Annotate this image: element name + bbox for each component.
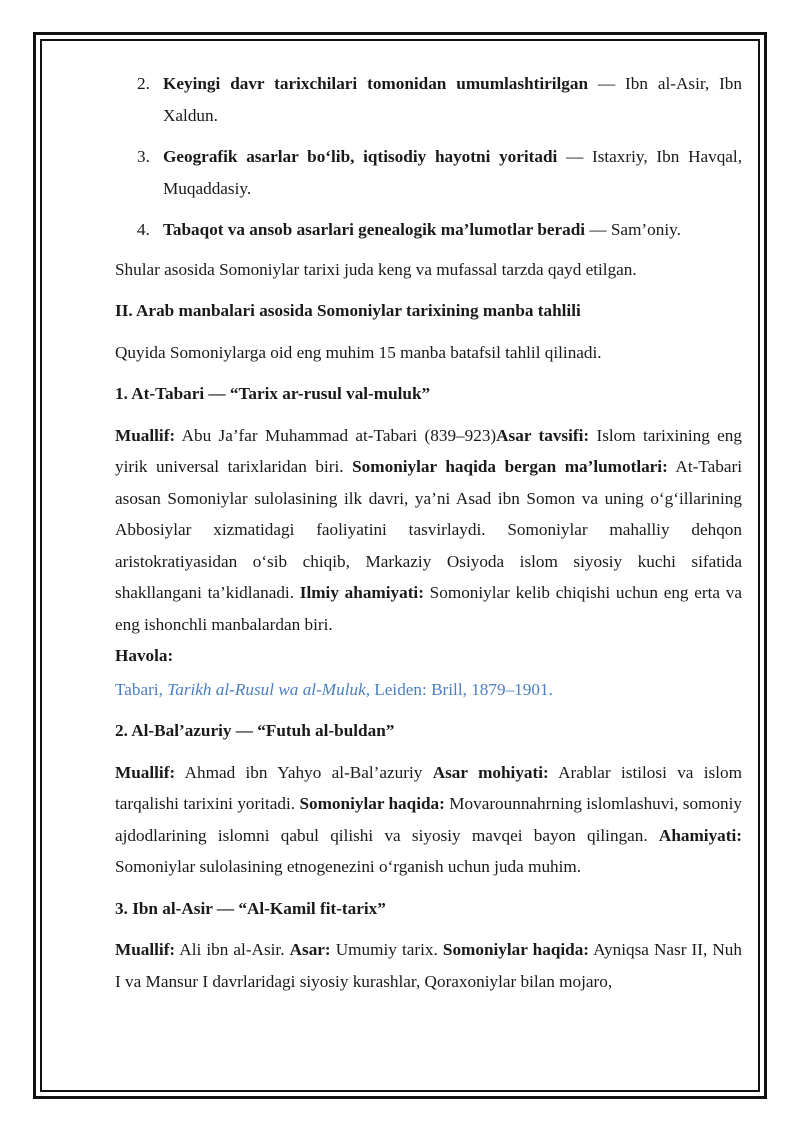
list-item-bold: Tabaqot va ansob asarlari genealogik ma’lumotlar beradi (163, 220, 586, 239)
label-significance: Ilmiy ahamiyati: (299, 583, 424, 602)
value-work: Umumiy tarix. (330, 940, 443, 959)
list-item (115, 68, 742, 131)
list-number: 3. (137, 147, 150, 166)
list-number: 4. (137, 220, 150, 239)
list-item (115, 214, 742, 246)
list-item-bold: Keyingi davr tarixchilari tomonidan umumlashtirilgan (163, 74, 589, 93)
list-item-text: — Ibn al-Asir, Ibn Xaldun. (163, 74, 742, 125)
document-body (115, 68, 742, 997)
value-description: Islom tarixining eng yirik universal tarixlaridan biri. (115, 425, 742, 476)
reference-author: Tabari, (115, 679, 168, 699)
source-1-heading: 1. At-Tabari — “Tarix ar-rusul val-muluk” (115, 384, 431, 403)
reference-title: Tarikh al-Rusul wa al-Muluk (167, 679, 366, 699)
source-2-heading: 2. Al-Bal’azuriy — “Futuh al-buldan” (115, 721, 395, 740)
intro-paragraph: Quyida Somoniylarga oid eng muhim 15 manba batafsil tahlil qilinadi. (115, 342, 602, 362)
label-about: Somoniylar haqida: (299, 794, 445, 813)
value-about: Ayniqsa Nasr II, Nuh I va Mansur I davrlaridagi siyosiy kurashlar, Qoraxoniylar bilan mojaro, (115, 940, 742, 991)
source-2-body (115, 757, 742, 883)
list-item-text: — Istaxriy, Ibn Havqal, Muqaddasiy. (163, 147, 742, 198)
label-author: Muallif: (115, 762, 176, 782)
label-info: Somoniylar haqida bergan ma’lumotlari: (352, 457, 668, 476)
value-author: Abu Ja’far Muhammad at-Tabari (839–923) (175, 425, 497, 445)
value-significance: Somoniylar kelib chiqishi uchun eng erta va eng ishonchli manbalardan biri. (115, 583, 742, 634)
value-info: At-Tabari asosan Somoniylar sulolasining ilk davri, ya’ni Asad ibn Somon va uning o‘g‘illarining Abbosiylar xizmatidagi faoliyatini tasvirlaydi. Somoniylar mahalliy dehqon aristokratiyasidan o‘sib chiqib, Markaziy Osiyoda islom siyosiy kuchi sifatida shakllangani ta’kidlanadi. (115, 457, 742, 602)
value-essence: Arablar istilosi va islom tarqalishi tarixini yoritadi. (115, 762, 742, 813)
section-heading: II. Arab manbalari asosida Somoniylar tarixining manba tahlili (115, 301, 581, 320)
reference-label (115, 640, 742, 672)
list-item-bold: Geografik asarlar bo‘lib, iqtisodiy hayotni yoritadi (163, 147, 558, 166)
label-essence: Asar mohiyati: (432, 762, 549, 782)
reference-publisher: , Leiden: Brill, 1879–1901. (365, 679, 553, 699)
label-author: Muallif: (115, 425, 176, 445)
label-work: Asar: (289, 940, 331, 959)
list-item (115, 141, 742, 204)
label-author: Muallif: (115, 940, 176, 959)
value-about: Movarounnahrning islomlashuvi, somoniy ajdodlarining islomni qabul qilishi va siyosiy mavqei bayon qilingan. (115, 794, 742, 845)
value-author: Ahmad ibn Yahyo al-Bal’azuriy (175, 762, 433, 782)
label-about: Somoniylar haqida: (442, 940, 590, 959)
list-number: 2. (137, 74, 150, 93)
label-significance: Ahamiyati: (658, 825, 742, 845)
value-author: Ali ibn al-Asir. (175, 940, 290, 959)
reference-link[interactable] (115, 674, 742, 706)
source-3-body (115, 934, 742, 997)
list-item-text: — Sam’oniy. (585, 220, 681, 239)
reference-label-text: Havola: (115, 646, 174, 665)
value-significance: Somoniylar sulolasining etnogenezini o‘rganish uchun juda muhim. (115, 857, 582, 876)
source-3-heading: 3. Ibn al-Asir — “Al-Kamil fit-tarix” (115, 898, 386, 918)
source-1-body (115, 420, 742, 641)
summary-paragraph: Shular asosida Somoniylar tarixi juda keng va mufassal tarzda qayd etilgan. (115, 259, 637, 279)
label-description: Asar tavsifi: (496, 425, 590, 445)
